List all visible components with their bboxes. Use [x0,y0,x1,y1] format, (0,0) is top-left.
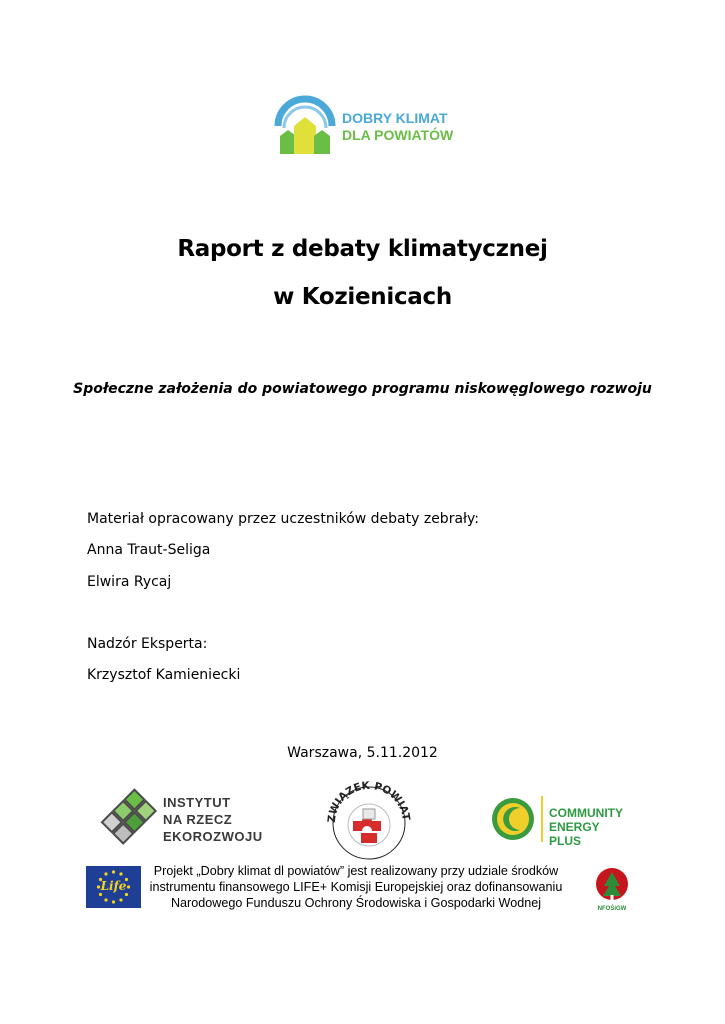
footer-line1: Projekt „Dobry klimat dl powiatów” jest realizowany przy udziale środków [153,864,559,878]
subtitle: Społeczne założenia do powiatowego programu niskowęglowego rozwoju [73,381,652,397]
cep-emblem-icon [490,796,536,842]
footer-line2: instrumentu finansowego LIFE+ Komisji Europejskiej oraz dofinansowaniu [149,880,563,894]
ine-line3: EKOROZWOJU [163,829,263,844]
logo-line2: DLA POWIATÓW [342,127,454,143]
expert-name: Krzysztof Kamieniecki [87,667,241,683]
cep-line1: COMMUNITY [549,806,623,820]
zpp-emblem-icon [325,779,413,861]
authors-intro: Materiał opracowany przez uczestników debaty zebrały: [87,511,479,527]
nfosigw-logo [592,866,632,916]
zpp-text: ZWIĄZEK POWIAT [325,779,412,824]
title-line1: Raport z debaty klimatycznej [177,236,548,262]
cep-logo [490,796,630,848]
author-name: Elwira Rycaj [87,574,172,590]
dobry-klimat-logo [272,90,462,156]
dobry-klimat-emblem-icon [272,90,338,156]
author-name: Anna Traut-Seliga [87,542,211,558]
place-date: Warszawa, 5.11.2012 [287,745,438,761]
ine-logo [95,787,265,849]
ine-line1: INSTYTUT [163,795,231,810]
life-logo [86,866,141,908]
cep-divider [541,796,543,842]
ine-line2: NA RZECZ [163,812,233,827]
logo-line1: DOBRY KLIMAT [342,110,448,126]
expert-label: Nadzór Eksperta: [87,636,208,652]
title-line2: w Kozienicach [273,284,452,310]
zpp-logo [325,779,413,861]
life-label: Life [100,879,127,893]
cep-line2: ENERGY PLUS [549,820,600,848]
footer-line3: Narodowego Funduszu Ochrony Środowiska i Gospodarki Wodnej [170,896,542,910]
nfosigw-label: NFOŚiGW [597,906,627,912]
tree-icon [592,866,632,906]
leaves-icon [95,787,157,849]
